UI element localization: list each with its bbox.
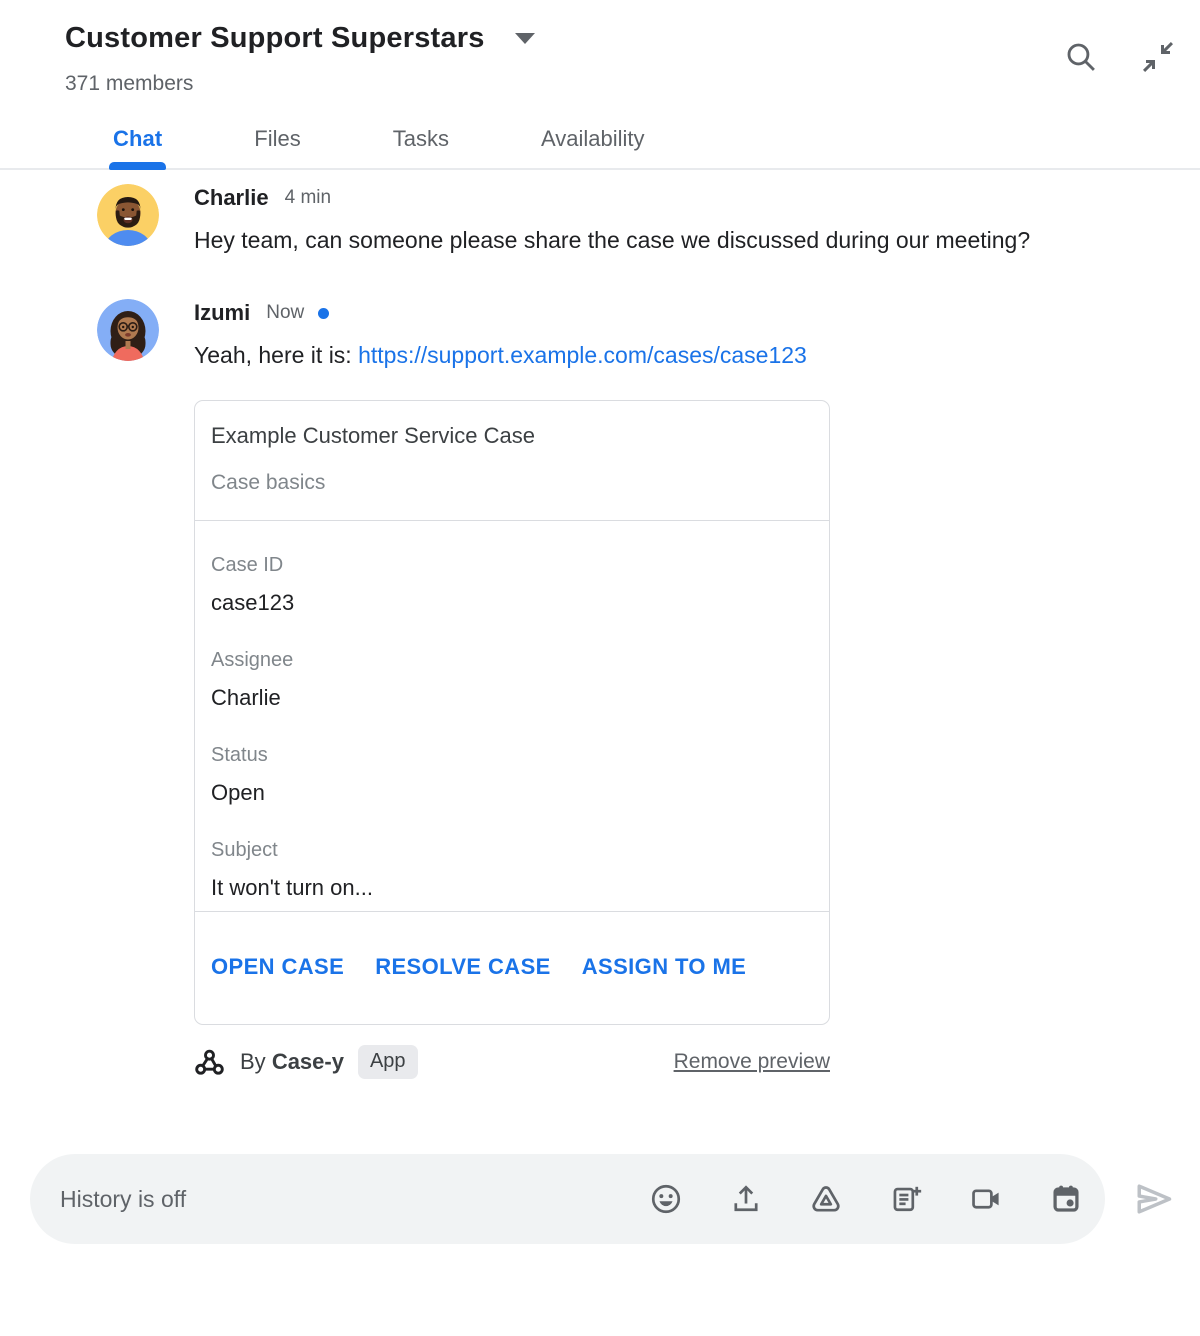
- attribution-prefix: By: [240, 1049, 266, 1074]
- tab-availability[interactable]: [535, 125, 651, 168]
- message-body: [194, 184, 1030, 261]
- tab-tasks-label: Tasks: [392, 126, 449, 151]
- webhook-icon: [193, 1046, 226, 1079]
- search-icon: [1063, 39, 1099, 75]
- field-value: case123: [211, 590, 295, 615]
- search-button[interactable]: [1063, 39, 1099, 75]
- add-task-button[interactable]: [889, 1182, 923, 1216]
- field-case-id: [211, 553, 813, 618]
- app-name: Case-y: [271, 1049, 344, 1074]
- card-subtitle: Case basics: [211, 471, 326, 494]
- assign-to-me-button[interactable]: ASSIGN TO ME: [582, 952, 747, 982]
- tab-files[interactable]: [248, 125, 306, 168]
- field-value: It won't turn on...: [211, 875, 373, 900]
- open-case-button[interactable]: OPEN CASE: [211, 952, 344, 982]
- composer-bar: [30, 1154, 1105, 1244]
- tab-files-label: Files: [254, 126, 301, 151]
- message-timestamp: 4 min: [284, 187, 332, 208]
- attribution-text: [240, 1047, 344, 1077]
- card-actions: [195, 912, 829, 1024]
- field-label: Assignee: [211, 649, 294, 671]
- video-camera-icon: [969, 1182, 1003, 1216]
- active-tab-indicator: [109, 162, 166, 170]
- caret-down-icon: [515, 33, 535, 44]
- field-label: Case ID: [211, 554, 284, 576]
- chat-message-list: [0, 170, 1200, 1079]
- member-count: 371 members: [65, 72, 194, 95]
- room-title-menu[interactable]: [65, 18, 1200, 58]
- composer: [30, 1154, 1175, 1244]
- field-value: Open: [211, 780, 265, 805]
- room-tabs: [0, 125, 1200, 170]
- message-input[interactable]: [58, 1185, 649, 1214]
- field-label: Subject: [211, 839, 278, 861]
- message-text: [194, 335, 830, 376]
- upload-icon: [729, 1182, 763, 1216]
- field-label: Status: [211, 744, 268, 766]
- app-badge: App: [358, 1045, 418, 1079]
- tab-chat[interactable]: [107, 125, 168, 168]
- tab-tasks[interactable]: [387, 125, 455, 168]
- author-name: Charlie: [194, 185, 269, 210]
- message-text: Hey team, can someone please share the case we discussed during our meeting?: [194, 227, 1031, 253]
- tab-chat-label: Chat: [113, 126, 163, 151]
- send-icon: [1131, 1177, 1175, 1221]
- video-call-button[interactable]: [969, 1182, 1003, 1216]
- calendar-button[interactable]: [1049, 1182, 1083, 1216]
- resolve-case-button[interactable]: RESOLVE CASE: [375, 952, 551, 982]
- room-header: [0, 0, 1200, 97]
- message-header: [194, 299, 830, 327]
- message-timestamp: Now: [266, 302, 305, 323]
- message-header: [194, 184, 1030, 212]
- add-task-icon: [889, 1182, 923, 1216]
- avatar-charlie[interactable]: [97, 184, 159, 246]
- card-body: [195, 521, 829, 903]
- avatar-izumi[interactable]: [97, 299, 159, 361]
- izumi-avatar-image: [97, 299, 159, 361]
- send-button[interactable]: [1131, 1177, 1175, 1221]
- message-text-prefix: Yeah, here it is:: [194, 342, 359, 368]
- composer-actions: [649, 1182, 1083, 1216]
- case-preview-card: [194, 400, 830, 1025]
- unread-dot: [318, 308, 329, 319]
- message-body: [194, 299, 830, 1079]
- calendar-icon: [1049, 1182, 1083, 1216]
- card-header: [195, 401, 829, 520]
- emoji-button[interactable]: [649, 1182, 683, 1216]
- card-attribution-row: [193, 1045, 830, 1079]
- remove-preview-button[interactable]: Remove preview: [673, 1050, 830, 1073]
- field-subject: [211, 838, 813, 903]
- drive-icon: [809, 1182, 843, 1216]
- message-izumi: [97, 299, 1200, 1079]
- message-charlie: [97, 184, 1200, 261]
- drive-button[interactable]: [809, 1182, 843, 1216]
- field-status: [211, 743, 813, 808]
- case-link[interactable]: https://support.example.com/cases/case123: [358, 342, 807, 368]
- page-title: Customer Support Superstars: [65, 22, 485, 54]
- tab-availability-label: Availability: [541, 126, 645, 151]
- field-value: Charlie: [211, 685, 281, 710]
- charlie-avatar-image: [97, 184, 159, 246]
- emoji-icon: [649, 1182, 683, 1216]
- collapse-icon: [1140, 39, 1176, 75]
- field-assignee: [211, 648, 813, 713]
- upload-button[interactable]: [729, 1182, 763, 1216]
- card-title: Example Customer Service Case: [211, 423, 536, 448]
- author-name: Izumi: [194, 300, 251, 325]
- collapse-button[interactable]: [1140, 39, 1176, 75]
